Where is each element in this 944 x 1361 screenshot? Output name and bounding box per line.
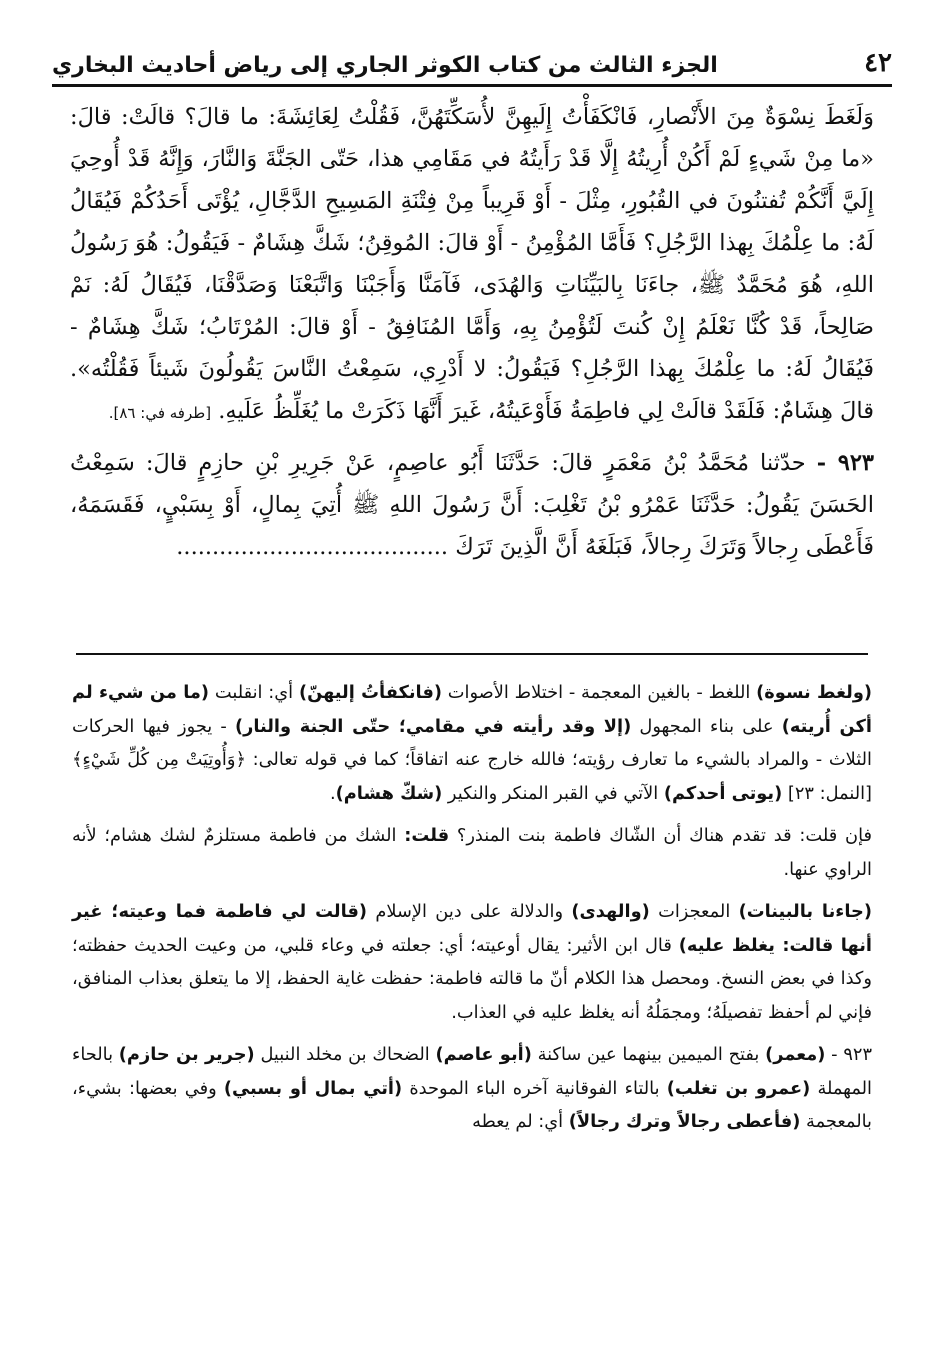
- commentary-text: والدلالة على دين الإسلام: [367, 901, 572, 922]
- commentary-text: فإن قلت: قد تقدم هناك أن الشّاك فاطمة بنت المنذر؟: [449, 825, 872, 846]
- commentary: [72, 676, 872, 1148]
- cross-reference: [طرفه في: ٨٦].: [108, 404, 212, 422]
- hadith-923-text: حدّثنا مُحَمَّدُ بْنُ مَعْمَرٍ قالَ: حَدَّثَنَا أَبُو عاصِمٍ، عَنْ جَرِيرِ بْنِ حازِمٍ قالَ: سَمِعْتُ الحَسَنَ يَقُولُ: حَدَّثَنَا عَمْرُو بْنُ تَغْلِبَ: أَنَّ رَسُولَ اللهِ ﷺ أُتِيَ بِمالٍ، أَوْ بِسَبْيٍ، فَقَسَمَهُ، فَأَعْطَى رِجالاً وَتَرَكَ رِجالاً، فَبَلَغَهُ أَنَّ الَّذِينَ تَرَكَ ......................................: [70, 450, 874, 560]
- commentary-text: أي: لم يعطه: [472, 1111, 569, 1132]
- commentary-text: المعجزات: [649, 901, 739, 922]
- commentary-term: (إلا وقد رأيته في مقامي؛ حتّى الجنة والنار): [234, 715, 632, 737]
- commentary-text: - يجوز فيها الحركات الثلاث - والمراد بالشيء ما تعارف رؤيته؛ فالله خارج عنه اتفاقاً؛ كما في قوله تعالى:: [72, 715, 872, 770]
- commentary-term: (والهدى): [571, 901, 650, 922]
- hadith-paragraph: [70, 96, 874, 434]
- commentary-term: (شكّ هشام): [335, 782, 443, 804]
- commentary-text: ٩٢٣ -: [825, 1044, 873, 1065]
- quran-quote: ﴿وَأُوتِيَتْ مِن كُلِّ شَيْءٍ﴾: [72, 749, 246, 770]
- commentary-text: الآتي في القبر المنكر والنكير: [442, 782, 664, 804]
- commentary-text: قال ابن الأثير: يقال أوعيته؛ أي: جعلته في وعاء قلبي، من وعيت الحديث حفظته؛ وكذا في بعض النسخ. ومحصل هذا الكلام أنّ ما قالته فاطمة: حفظت غاية الحفظ، إلا ما يتعلق بعذاب المنافق، فإني لم أحفظ تفصيلَهُ؛ ومجمَلُهُ أنه يغلظ عليه في العذاب.: [72, 934, 872, 1023]
- running-header: [52, 30, 892, 87]
- commentary-text: بالحاء المهملة: [72, 1044, 873, 1099]
- commentary-text: وفي بعضها: بشيء، بالمعجمة: [72, 1077, 872, 1132]
- hadith-text-body: وَلَغَطَ نِسْوَةٌ مِنَ الأَنْصارِ، فَانْكَفَأْتُ إِلَيهِنَّ لأُسَكِّتَهُنَّ، فَقُلْتُ لِعَائِشَةَ: ما قالَ؟ قالَتْ: قالَ: «ما مِنْ شَيءٍ لَمْ أَكُنْ أُرِيتُهُ إِلَّا قَدْ رَأَيتُهُ في مَقَامِي هذا، حَتّى الجَنَّةَ وَالنَّارَ، وَإِنَّهُ قَدْ أُوحِيَ إِلَيَّ أَنَّكُمْ تُفتنُونَ في القُبُورِ، مِثْلَ - أَوْ قَرِيباً مِنْ فِتْنَةِ المَسِيحِ الدَّجَّالِ، يُؤْتَى أَحَدُكُمْ فَيُقَالُ لَهُ: ما عِلْمُكَ بِهذا الرَّجُلِ؟ فَأَمَّا المُؤْمِنُ - أَوْ قالَ: المُوقِنُ؛ شَكَّ هِشَامٌ - فَيَقُولُ: هُوَ رَسُولُ اللهِ، هُوَ مُحَمَّدٌ ﷺ، جاءَنَا بِالبَيِّنَاتِ وَالهُدَى، فَآمَنَّا وَأَجَبْنَا وَاتَّبَعْنَا وَصَدَّقْنَا، فَيُقَالُ لَهُ: نَمْ صَالِحاً، قَدْ كُنَّا نَعْلَمُ إِنْ كُنتَ لَتُؤْمِنُ بِهِ، وَأَمَّا المُنَافِقُ - أَوْ قالَ: المُرْتَابُ؛ شَكَّ هِشَامٌ - فَيُقَالُ لَهُ: ما عِلْمُكَ بِهذا الرَّجُلِ؟ فَيَقُولُ: لا أَدْرِي، سَمِعْتُ النَّاسَ يَقُولُونَ شَيئاً فَقُلْتُه». قالَ هِشَامٌ: فَلَقَدْ قالَتْ لِي فاطِمَةُ فَأَوْعَيتُهُ، غَيرَ أَنَّهَا ذَكَرَتْ ما يُغَلِّظُ عَلَيهِ.: [70, 104, 874, 424]
- commentary-text: الشك من فاطمة مستلزمٌ لشك هشام؛ لأنه الراوي عنها.: [72, 825, 872, 880]
- commentary-term: (جاءنا بالبينات): [738, 901, 872, 922]
- commentary-term: (فأعطى رجالاً وترك رجالاً): [568, 1111, 801, 1132]
- commentary-text: أي: انقلبت: [209, 682, 299, 703]
- commentary-paragraph: [72, 895, 872, 1029]
- hadith-number: ٩٢٣ -: [816, 450, 875, 476]
- commentary-text: بفتح الميمين بينهما عين ساكنة: [531, 1044, 766, 1065]
- commentary-paragraph: [72, 676, 872, 810]
- commentary-term: (عمرو بن تغلب): [666, 1077, 811, 1099]
- commentary-term: (جرير بن حازم): [118, 1044, 255, 1065]
- commentary-paragraph: [72, 1038, 872, 1139]
- commentary-text: الضحاك بن مخلد النبيل: [254, 1044, 436, 1065]
- commentary-paragraph: [72, 819, 872, 886]
- commentary-term: (ما من شيء لم أكن أُريته): [72, 682, 872, 737]
- footnote-divider: [76, 653, 868, 655]
- commentary-text: .: [329, 782, 336, 804]
- commentary-text: اللغط - بالغين المعجمة - اختلاط الأصوات: [442, 682, 757, 703]
- running-title: الجزء الثالث من كتاب الكوثر الجاري إلى رياض أحاديث البخاري: [52, 53, 718, 78]
- commentary-text: بالتاء الفوقانية آخره الباء الموحدة: [402, 1077, 667, 1099]
- hadith-text: [70, 96, 874, 568]
- hadith-923-paragraph: [70, 442, 874, 568]
- commentary-term: (أبو عاصم): [435, 1044, 532, 1065]
- commentary-term: (قالت لي فاطمة فما وعيته؛ غير أنها قالت: يغلظ عليه): [72, 901, 872, 956]
- commentary-term: (ولغط نسوة): [756, 682, 872, 703]
- commentary-term: (أتي بمال أو بسبي): [223, 1077, 403, 1099]
- commentary-term: قلت:: [404, 825, 450, 846]
- commentary-term: (يوتى أحدكم): [663, 782, 783, 804]
- commentary-text: على بناء المجهول: [631, 715, 782, 737]
- page-number: ٤٢: [864, 48, 892, 78]
- commentary-term: (معمر): [765, 1044, 826, 1065]
- commentary-term: (فانكفأتُ إليهنّ): [298, 682, 442, 703]
- quran-reference: [النمل: ٢٣]: [782, 782, 872, 804]
